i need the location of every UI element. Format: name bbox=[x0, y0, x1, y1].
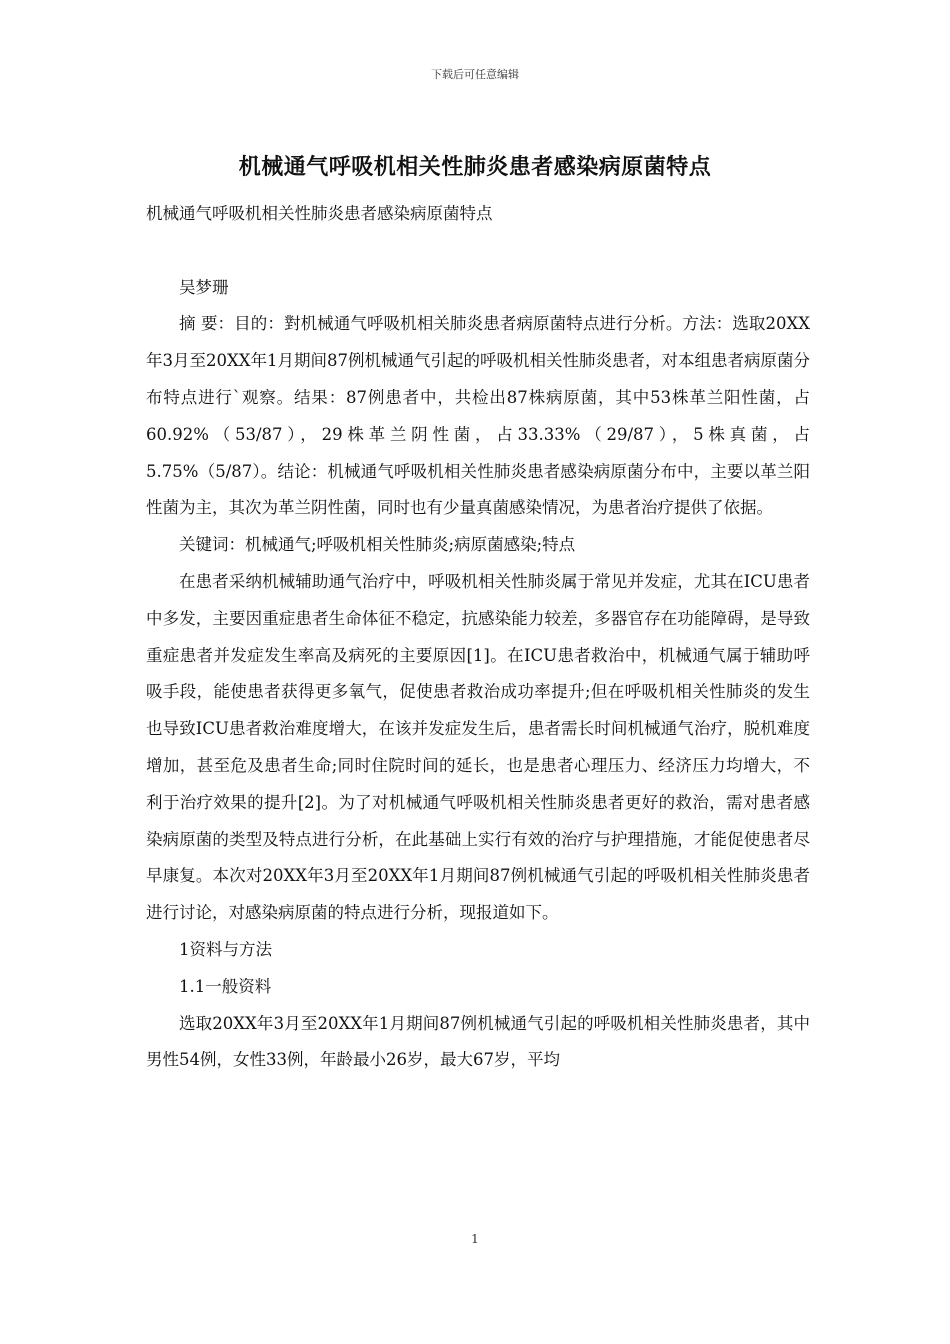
author-name: 吴梦珊 bbox=[179, 277, 229, 297]
abstract-paragraph: 摘 要：目的：對机械通气呼吸机相关肺炎患者病原菌特点进行分析。方法：选取20XX年3月至20XX年1月期间87例机械通气引起的呼吸机相关性肺炎患者，对本组患者病原菌分布特点进行`观察。结果：87例患者中，共检出87株病原菌，其中53株革兰阳性菌，占60.92%（53/87），29株革兰阴性菌，占33.33%（29/87），5株真菌，占5.75%（5/87）。结论：机械通气呼吸机相关性肺炎患者感染病原菌分布中，主要以革兰阳性菌为主，其次为革兰阴性菌，同时也有少量真菌感染情况，为患者治疗提供了依据。 bbox=[146, 314, 810, 518]
keywords-paragraph: 关键词：机械通气;呼吸机相关性肺炎;病原菌感染;特点 bbox=[179, 535, 576, 555]
general-info-paragraph: 选取20XX年3月至20XX年1月期间87例机械通气引起的呼吸机相关性肺炎患者，其中男性54例，女性33例，年龄最小26岁，最大67岁，平均 bbox=[146, 1013, 810, 1070]
page-number: 1 bbox=[471, 1232, 479, 1246]
document-subtitle: 机械通气呼吸机相关性肺炎患者感染病原菌特点 bbox=[146, 204, 493, 223]
header-note: 下载后可任意编辑 bbox=[431, 68, 519, 81]
section-heading-1-1: 1.1一般资料 bbox=[179, 976, 272, 996]
document-body bbox=[146, 196, 810, 1079]
document-title: 机械通气呼吸机相关性肺炎患者感染病原菌特点 bbox=[238, 154, 712, 180]
introduction-paragraph: 在患者采纳机械辅助通气治疗中，呼吸机相关性肺炎属于常见并发症，尤其在ICU患者中多发，主要因重症患者生命体征不稳定，抗感染能力较差，多器官存在功能障碍，是导致重症患者并发症发生率高及病死的主要原因[1]。在ICU患者救治中，机械通气属于辅助呼吸手段，能使患者获得更多氧气，促使患者救治成功率提升;但在呼吸机相关性肺炎的发生也导致ICU患者救治难度增大，在该并发症发生后，患者需长时间机械通气治疗，脱机难度增加，甚至危及患者生命;同时住院时间的延长，也是患者心理压力、经济压力均增大，不利于治疗效果的提升[2]。为了对机械通气呼吸机相关性肺炎患者更好的救治，需对患者感染病原菌的类型及特点进行分析，在此基础上实行有效的治疗与护理措施，才能促使患者尽早康复。本次对20XX年3月至20XX年1月期间87例机械通气引起的呼吸机相关性肺炎患者进行讨论，对感染病原菌的特点进行分析，现报道如下。 bbox=[146, 571, 810, 923]
section-heading-1: 1资料与方法 bbox=[179, 939, 272, 959]
